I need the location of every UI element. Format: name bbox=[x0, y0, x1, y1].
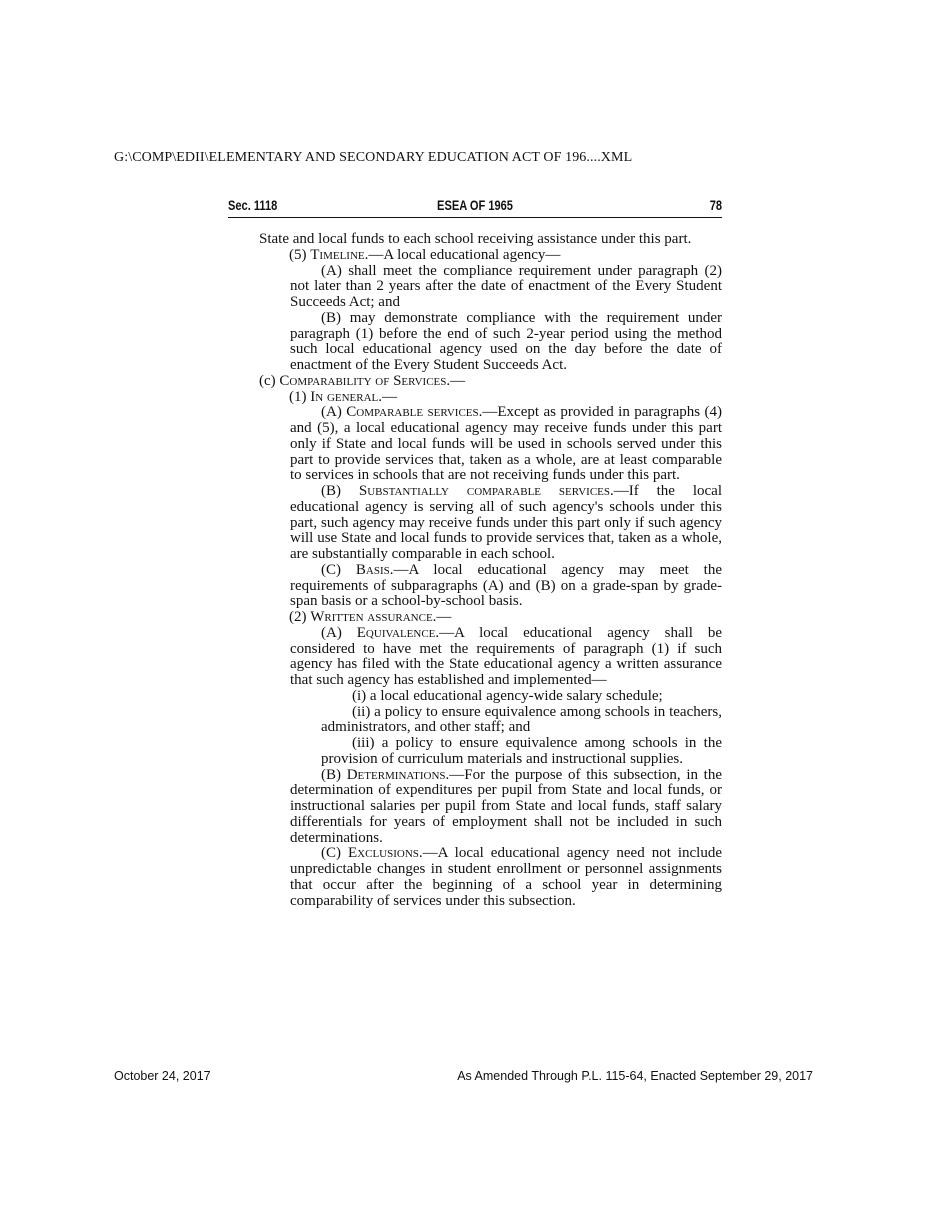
paragraph-c2-text: .— bbox=[432, 609, 452, 625]
subparagraph-c2a-number: (A) bbox=[321, 624, 342, 641]
subparagraph-c1c-text: .—A local educational agency may meet the requirements of subparagraphs (A) and (B) on a grade-span by grade-span basis or a school-by-school basis. bbox=[290, 561, 723, 610]
running-head-section: Sec. 1118 bbox=[228, 198, 278, 213]
subparagraph-c1b-text: .—If the local educational agency is serving all of such agency's schools under this part, such agency may receive funds under this part only if such agency will use State and local funds to provide services that, taken as a whole, are substantially comparable in each school. bbox=[290, 483, 722, 562]
subparagraph-c2a-heading: Equivalence bbox=[356, 624, 436, 641]
page-number: 78 bbox=[709, 198, 722, 213]
subparagraph-c1c-number: (C) bbox=[321, 561, 341, 578]
subparagraph-c2c-heading: Exclusions bbox=[348, 845, 419, 862]
subparagraph-c1b-heading: Substantially comparable services bbox=[358, 483, 610, 499]
subparagraph-5a: (A) shall meet the compliance requirement under paragraph (2) not later than 2 years after the date of enactment of the Every Student Succeeds Act; and bbox=[290, 262, 722, 310]
subparagraph-c1a-heading: Comparable services bbox=[346, 404, 479, 421]
subparagraph-5b: (B) may demonstrate compliance with the requirement under paragraph (1) before the end of such 2-year period using the method such local educational agency used on the day before the date of enactment of the Every Student Succeeds Act. bbox=[290, 309, 722, 373]
subparagraph-c1a bbox=[259, 405, 722, 484]
paragraph-c2-number: (2) bbox=[289, 609, 307, 625]
footer-date: October 24, 2017 bbox=[114, 1069, 211, 1083]
subparagraph-c1b bbox=[259, 484, 722, 563]
subparagraph-c2c-text: .—A local educational agency need not include unpredictable changes in student enrollment or personnel assignments that occur after the beginning of a school year in determining comparability of services under this subsection. bbox=[290, 845, 722, 909]
running-head bbox=[228, 197, 722, 218]
subparagraph-c2b bbox=[259, 768, 722, 847]
subsection-c bbox=[259, 374, 722, 390]
footer-amended-note: As Amended Through P.L. 115-64, Enacted September 29, 2017 bbox=[457, 1069, 813, 1083]
statute-text bbox=[259, 232, 722, 909]
subparagraph-c2a-text: .—A local educational agency shall be considered to have met the requirements of paragraph (1) if such agency has filed with the State educational agency a written assurance that such agency has established and implemented— bbox=[290, 624, 723, 688]
subparagraph-c2c bbox=[259, 846, 722, 909]
paragraph-c2-heading: Written assurance bbox=[310, 609, 433, 625]
paragraph-5-number: (5) bbox=[289, 246, 307, 263]
paragraph-continuation: State and local funds to each school receiving assistance under this part. bbox=[259, 231, 692, 247]
subparagraph-c2c-number: (C) bbox=[321, 845, 341, 862]
paragraph-c1-text: .— bbox=[378, 388, 398, 405]
subparagraph-c1c-heading: Basis bbox=[355, 561, 390, 578]
subsection-c-text: .— bbox=[446, 372, 466, 389]
paragraph-c1-heading: In general bbox=[310, 388, 379, 405]
subparagraph-c1a-number: (A) bbox=[321, 404, 342, 421]
running-head-title: ESEA OF 1965 bbox=[437, 198, 513, 213]
clause-c2a-iii: (iii) a policy to ensure equivalence among schools in the provision of curriculum materials and instructional supplies. bbox=[321, 735, 722, 767]
subparagraph-c2b-text: .—For the purpose of this subsection, in the determination of expenditures per pupil from State and local funds, or instructional salaries per pupil from State and local funds, staff salary differentials for years of employment shall not be included in such determinations. bbox=[290, 766, 723, 846]
subparagraph-c2a bbox=[259, 626, 722, 689]
subparagraph-c1c bbox=[259, 563, 722, 610]
paragraph-5-text: .—A local educational agency— bbox=[364, 246, 561, 263]
subsection-c-heading: Comparability of Services bbox=[279, 372, 447, 389]
file-path-header: G:\COMP\EDII\ELEMENTARY AND SECONDARY EDUCATION ACT OF 196....XML bbox=[114, 150, 633, 165]
paragraph-5-heading: Timeline bbox=[310, 246, 365, 263]
paragraph-c1-number: (1) bbox=[289, 388, 307, 405]
paragraph-c2 bbox=[259, 610, 722, 626]
subparagraph-c2b-heading: Determinations bbox=[346, 766, 446, 783]
subparagraph-c1a-text: .—Except as provided in paragraphs (4) and (5), a local educational agency may receive funds under this part only if State and local funds will be used in schools served under this part to provide services that, taken as a whole, are at least comparable to services in schools that are not receiving funds under this part. bbox=[290, 404, 723, 484]
subparagraph-c2b-number: (B) bbox=[321, 766, 341, 783]
paragraph-c1 bbox=[259, 390, 722, 406]
subparagraph-c1b-number: (B) bbox=[321, 483, 341, 499]
clause-c2a-i: (i) a local educational agency-wide salary schedule; bbox=[352, 687, 663, 704]
subsection-c-number: (c) bbox=[259, 372, 276, 389]
paragraph-5 bbox=[259, 248, 722, 264]
clause-c2a-ii: (ii) a policy to ensure equivalence among schools in teachers, administrators, and other staff; and bbox=[321, 703, 722, 736]
